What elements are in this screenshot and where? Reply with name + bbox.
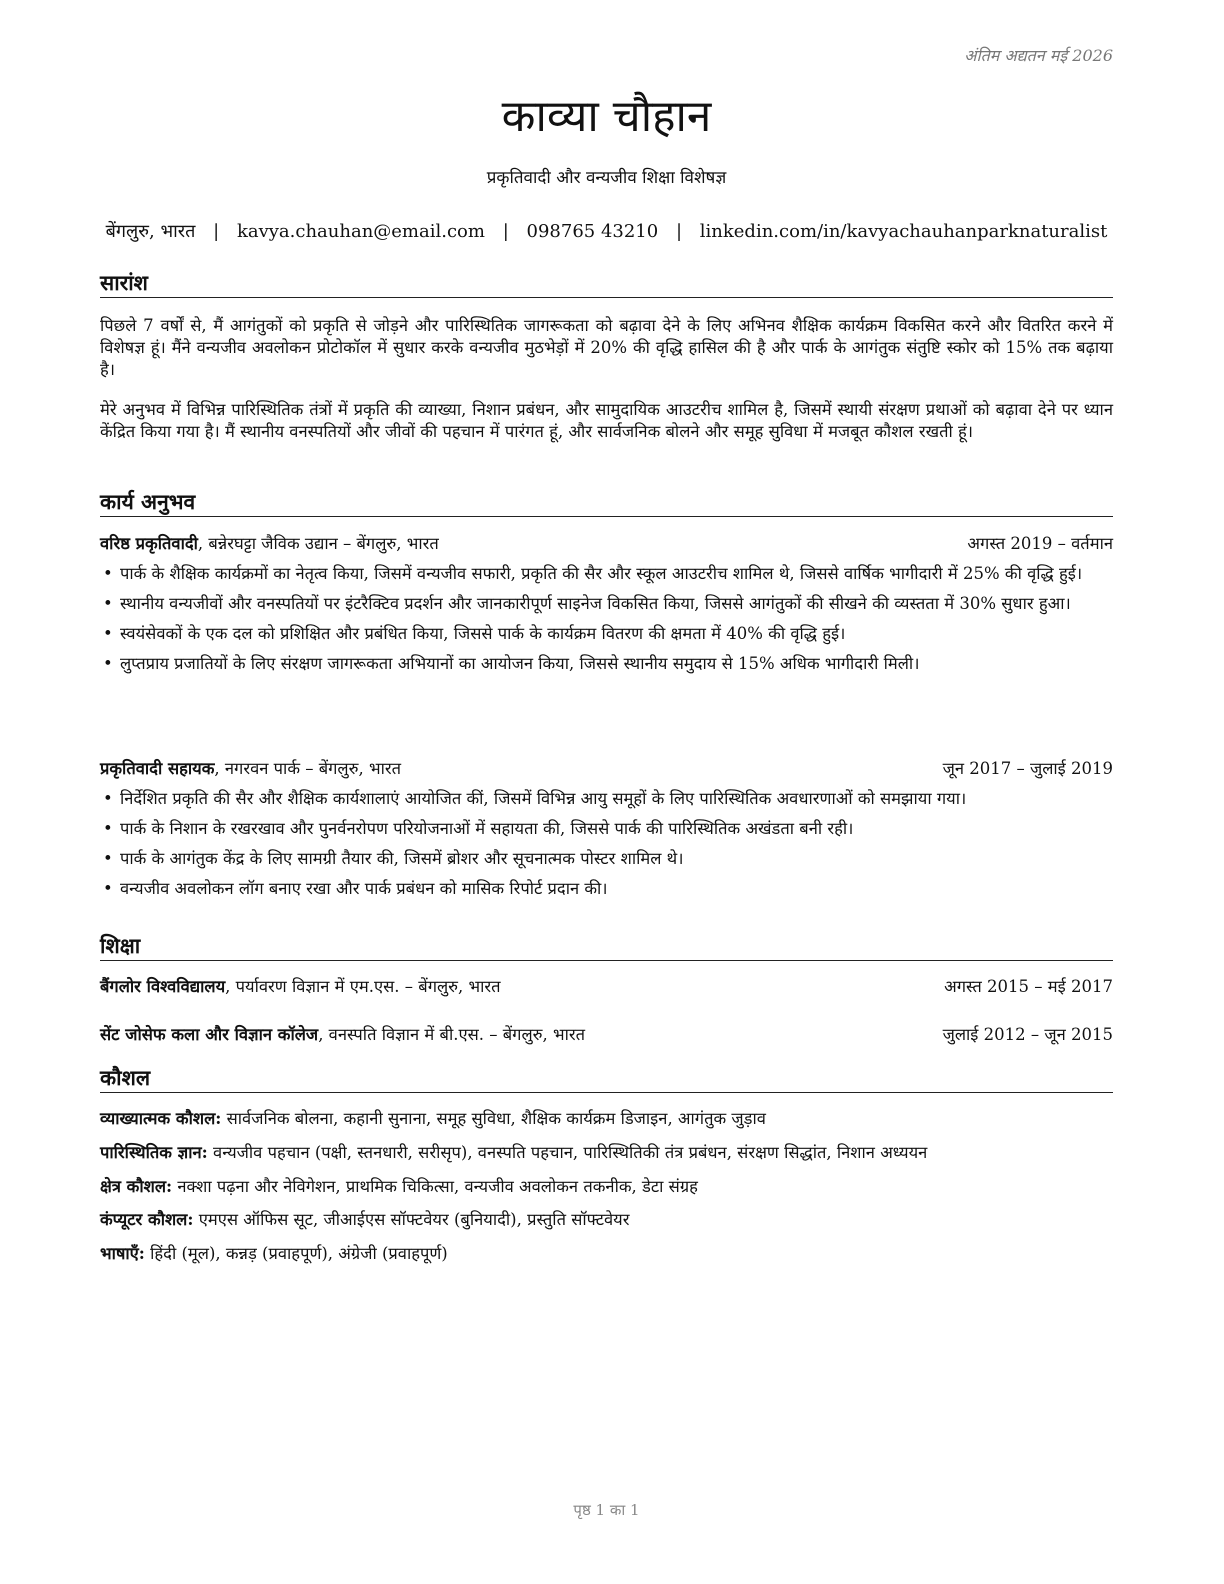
skill-value: वन्यजीव पहचान (पक्षी, स्तनधारी, सरीसृप), वनस्पति पहचान, पारिस्थितिकी तंत्र प्रबंधन, संरक्षण सिद्धांत, निशान अध्ययन xyxy=(207,1143,928,1162)
job-bullets xyxy=(100,787,1113,907)
skill-label: व्याख्यात्मक कौशल: xyxy=(100,1109,222,1128)
skill-line xyxy=(100,1175,1113,1199)
skill-label: भाषाएँ: xyxy=(100,1244,145,1263)
section-title-skills: कौशल xyxy=(100,1065,1113,1093)
section-title-experience: कार्य अनुभव xyxy=(100,489,1113,517)
list-item: • लुप्तप्राय प्रजातियों के लिए संरक्षण जागरूकता अभियानों का आयोजन किया, जिससे स्थानीय समुदाय से 15% अधिक भागीदारी मिली। xyxy=(100,652,1113,676)
skill-line xyxy=(100,1242,1113,1266)
skill-value: सार्वजनिक बोलना, कहानी सुनाना, समूह सुविधा, शैक्षिक कार्यक्रम डिजाइन, आगंतुक जुड़ाव xyxy=(221,1109,766,1128)
contact-linkedin[interactable]: linkedin.com/in/kavyachauhanparknaturalist xyxy=(699,221,1108,242)
summary-paragraph-2: मेरे अनुभव में विभिन्न पारिस्थितिक तंत्रों में प्रकृति की व्याख्या, निशान प्रबंधन, और सामुदायिक आउटरीच शामिल है, जिसमें स्थायी संरक्षण प्रथाओं को बढ़ावा देने पर ध्यान केंद्रित किया गया है। मैं स्थानीय वनस्पतियों और जीवों की पहचान में पारंगत हूं, और सार्वजनिक बोलने और समूह सुविधा में मजबूत कौशल रखती हूं। xyxy=(100,400,1113,441)
page-number: पृष्ठ 1 का 1 xyxy=(573,1501,640,1519)
list-item: • स्थानीय वन्यजीवों और वनस्पतियों पर इंटरैक्टिव प्रदर्शन और जानकारीपूर्ण साइनेज विकसित किया, जिससे आगंतुकों की सीखने की व्यस्तता में 30% सुधार हुआ। xyxy=(100,592,1113,616)
skill-label: क्षेत्र कौशल: xyxy=(100,1177,173,1196)
contact-separator: | xyxy=(502,221,509,242)
contact-separator: | xyxy=(213,221,220,242)
education-item xyxy=(100,975,1113,999)
list-item: • पार्क के शैक्षिक कार्यक्रमों का नेतृत्व किया, जिसमें वन्यजीव सफारी, प्रकृति की सैर और स्कूल आउटरीच शामिल थे, जिससे वार्षिक भागीदारी में 25% की वृद्धि हुई। xyxy=(100,562,1113,586)
job-header xyxy=(100,532,1113,556)
skill-value: एमएस ऑफिस सूट, जीआईएस सॉफ्टवेयर (बुनियादी), प्रस्तुति सॉफ्टवेयर xyxy=(193,1210,630,1229)
list-item: • पार्क के आगंतुक केंद्र के लिए सामग्री तैयार की, जिसमें ब्रोशर और सूचनात्मक पोस्टर शामिल थे। xyxy=(100,847,1113,871)
candidate-name: काव्या चौहान xyxy=(501,91,712,142)
job-role: प्रकृतिवादी सहायक xyxy=(100,759,215,778)
last-updated-note: अंतिम अद्यतन मई 2026 xyxy=(964,46,1113,65)
job-bullets xyxy=(100,562,1113,682)
list-item: • पार्क के निशान के रखरखाव और पुनर्वनरोपण परियोजनाओं में सहायता की, जिससे पार्क की पारिस्थितिक अखंडता बनी रही। xyxy=(100,817,1113,841)
education-dates: अगस्त 2015 – मई 2017 xyxy=(944,977,1113,996)
education-detail: , वनस्पति विज्ञान में बी.एस. – बेंगलुरु, भारत xyxy=(318,1025,586,1044)
contact-location: बेंगलुरु, भारत xyxy=(105,221,196,242)
skill-value: हिंदी (मूल), कन्नड़ (प्रवाहपूर्ण), अंग्रेजी (प्रवाहपूर्ण) xyxy=(144,1244,448,1263)
job-header xyxy=(100,757,1113,781)
education-school: बैंगलोर विश्वविद्यालय xyxy=(100,977,226,996)
skill-label: पारिस्थितिक ज्ञान: xyxy=(100,1143,208,1162)
education-school: सेंट जोसेफ कला और विज्ञान कॉलेज xyxy=(100,1025,319,1044)
job-org: , नगरवन पार्क – बेंगलुरु, भारत xyxy=(214,759,402,778)
list-item: • स्वयंसेवकों के एक दल को प्रशिक्षित और प्रबंधित किया, जिससे पार्क के कार्यक्रम वितरण की क्षमता में 40% की वृद्धि हुई। xyxy=(100,622,1113,646)
skill-label: कंप्यूटर कौशल: xyxy=(100,1210,194,1229)
education-item xyxy=(100,1023,1113,1047)
list-item: • वन्यजीव अवलोकन लॉग बनाए रखा और पार्क प्रबंधन को मासिक रिपोर्ट प्रदान की। xyxy=(100,877,1113,901)
contact-email[interactable]: kavya.chauhan@email.com xyxy=(236,221,485,242)
job-role: वरिष्ठ प्रकृतिवादी xyxy=(100,534,198,553)
job-dates: जून 2017 – जुलाई 2019 xyxy=(942,759,1113,778)
education-dates: जुलाई 2012 – जून 2015 xyxy=(942,1025,1113,1044)
skill-line xyxy=(100,1141,1113,1165)
resume-page xyxy=(100,0,1113,1584)
skill-line xyxy=(100,1208,1113,1232)
list-item: • निर्देशित प्रकृति की सैर और शैक्षिक कार्यशालाएं आयोजित कीं, जिसमें विभिन्न आयु समूहों के लिए पारिस्थितिक अवधारणाओं को समझाया गया। xyxy=(100,787,1113,811)
job-org: , बन्नेरघट्टा जैविक उद्यान – बेंगलुरु, भारत xyxy=(197,534,439,553)
contact-phone: 098765 43210 xyxy=(526,221,659,242)
job-dates: अगस्त 2019 – वर्तमान xyxy=(967,534,1113,553)
contact-separator: | xyxy=(675,221,683,242)
skill-value: नक्शा पढ़ना और नेविगेशन, प्राथमिक चिकित्सा, वन्यजीव अवलोकन तकनीक, डेटा संग्रह xyxy=(172,1177,698,1196)
contact-line xyxy=(100,219,1113,245)
candidate-tagline: प्रकृतिवादी और वन्यजीव शिक्षा विशेषज्ञ xyxy=(486,168,727,188)
skill-line xyxy=(100,1107,1113,1131)
section-title-summary: सारांश xyxy=(100,270,1113,298)
section-title-education: शिक्षा xyxy=(100,933,1113,961)
summary-paragraph-1: पिछले 7 वर्षों से, मैं आगंतुकों को प्रकृति से जोड़ने और पारिस्थितिक जागरूकता को बढ़ावा देने के लिए अभिनव शैक्षिक कार्यक्रम विकसित करने और वितरित करने में विशेषज्ञ हूं। मैंने वन्यजीव अवलोकन प्रोटोकॉल में सुधार करके वन्यजीव मुठभेड़ों में 20% की वृद्धि हासिल की है और पार्क के आगंतुक संतुष्टि स्कोर को 15% तक बढ़ाया है। xyxy=(100,316,1113,379)
education-detail: , पर्यावरण विज्ञान में एम.एस. – बेंगलुरु, भारत xyxy=(225,977,501,996)
